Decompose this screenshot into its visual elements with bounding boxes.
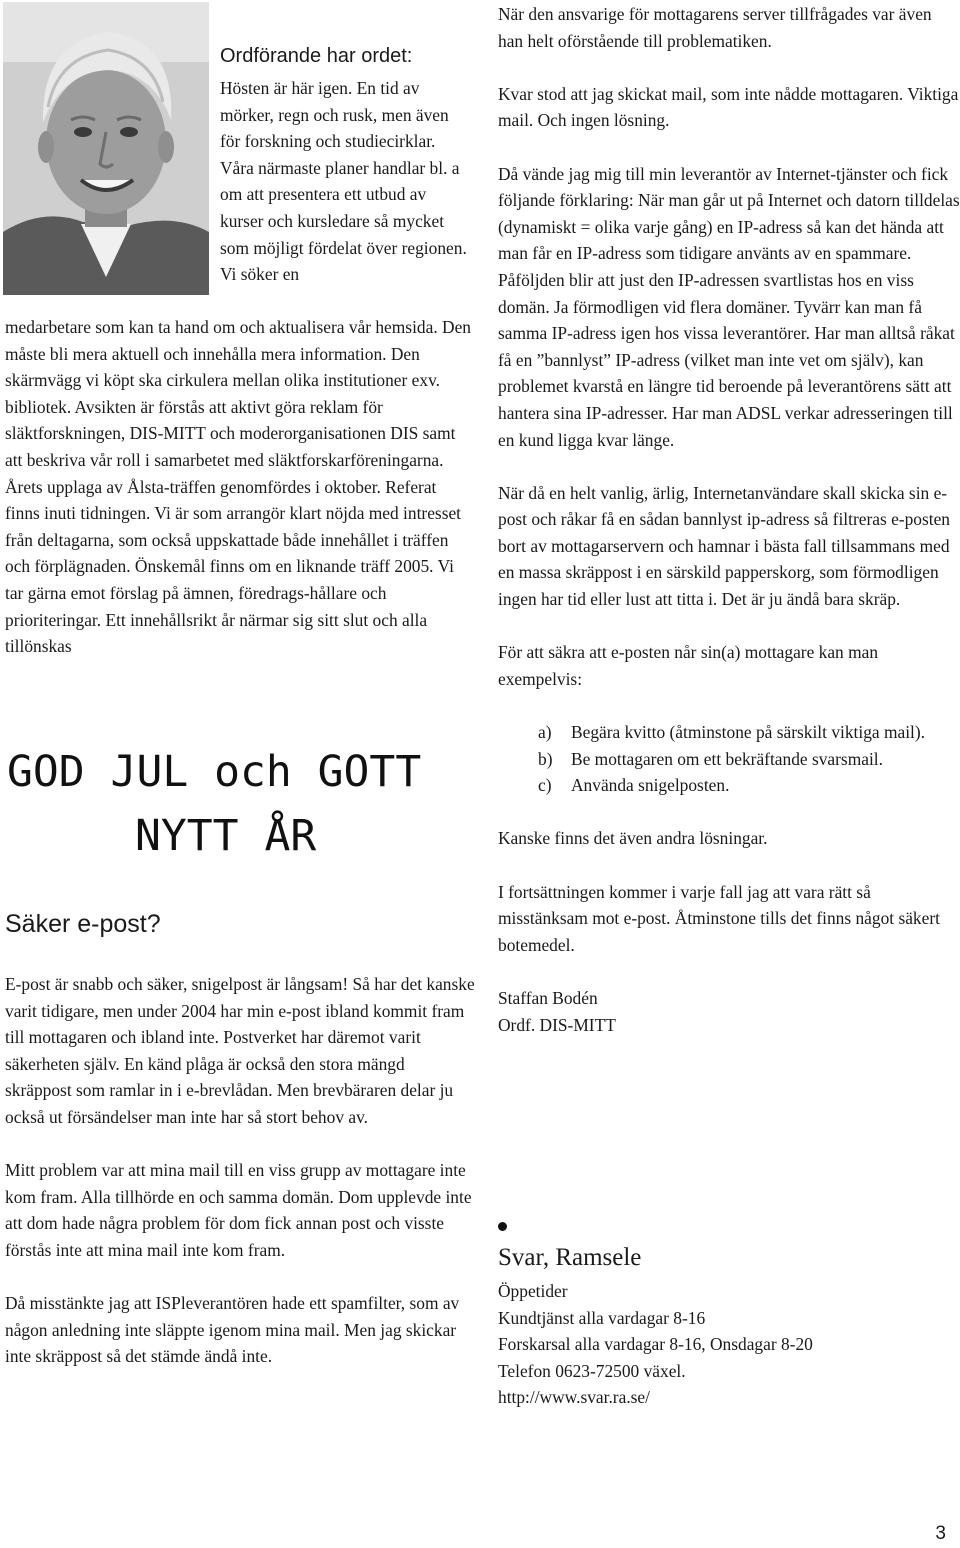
chairman-column-title: Ordförande har ordet: xyxy=(220,45,413,68)
article-right-column xyxy=(498,1,960,1038)
article-paragraph: När den ansvarige för mottagarens server tillfrågades var även han helt oförstående till problematiken. xyxy=(498,4,932,51)
list-item xyxy=(498,772,960,799)
portrait-graphic xyxy=(3,2,209,295)
article-paragraph: Kanske finns det även andra lösningar. xyxy=(498,828,768,849)
article-paragraph: För att säkra att e-posten når sin(a) mottagare kan man exempelvis: xyxy=(498,642,879,689)
article-left-column xyxy=(5,971,475,1397)
info-line: Öppetider xyxy=(498,1281,568,1301)
info-line: Telefon 0623-72500 växel. xyxy=(498,1360,686,1381)
list-item-marker: a) xyxy=(538,722,552,743)
info-line: Kundtjänst alla vardagar 8-16 xyxy=(498,1307,706,1328)
list-item-marker: c) xyxy=(538,775,552,796)
page-number: 3 xyxy=(935,1523,946,1544)
info-box-body xyxy=(498,1278,958,1411)
author-role: Ordf. DIS-MITT xyxy=(498,1014,616,1035)
holiday-greeting xyxy=(5,740,475,868)
article-paragraph: Då vände jag mig till min leverantör av Internet-tjänster och fick följande förklaring: När man går ut på Internet och datorn tilldelas (dynamiskt = olika varje gång) en IP-adress så kan det hända att man får en IP-adress som tidigare använts av en spammare. Påföljden blir att just den IP-adressen svartlistas hos en viss domän. Ja förmodligen vid flera domäner. Tyvärr kan man få samma IP-adress igen hos vissa leverantörer. Har man alltså råkat få en ”bannlyst” IP-adress (vilket man inte vet om själv), kan problemet kvarstå en längre tid beroende på leverantörens sätt att hantera sina IP-adresser. Har man ADSL verkar adresseringen till en kund ligga kvar länge. xyxy=(498,163,960,450)
list-item xyxy=(498,746,960,773)
article-paragraph: I fortsättningen kommer i varje fall jag att vara rätt så misstänksam mot e-post. Åtminstone tills det finns något säkert botemedel. xyxy=(498,881,940,955)
article-paragraph: Då misstänkte jag att ISPleverantören hade ett spamfilter, som av någon anledning inte släppte igenom mina mail. Men jag skickar inte skräppost så det stämde ändå inte. xyxy=(5,1293,460,1367)
list-item-marker: b) xyxy=(538,748,553,769)
article-title-secure-email: Säker e-post? xyxy=(5,909,161,938)
list-item-text: Be mottagaren om ett bekräftande svarsmail. xyxy=(571,748,883,769)
info-box-title: Svar, Ramsele xyxy=(498,1244,642,1271)
bullet-icon xyxy=(498,1222,507,1231)
info-line: Forskarsal alla vardagar 8-16, Onsdagar 8-20 xyxy=(498,1334,813,1355)
article-paragraph: Mitt problem var att mina mail till en viss grupp av mottagare inte kom fram. Alla tillhörde en och samma domän. Dom upplevde inte att dom hade några problem för dom fick annan post och visste förstås inte att mina mail inte kom fram. xyxy=(5,1160,472,1260)
list-item xyxy=(498,719,960,746)
chairman-main-paragraph: medarbetare som kan ta hand om och aktualisera vår hemsida. Den måste bli mera aktuell och innehålla mera information. Den skärmvägg vi köpt ska cirkulera mellan olika institutioner exv. bibliotek. Avsikten är förstås att aktivt göra reklam för släktforskningen, DIS-MITT och moderorganisationen DIS samt att beskriva vår roll i samarbetet med släktforskarföreningarna. Årets upplaga av Ålsta-träffen genomfördes i oktober. Referat finns inuti tidningen. Vi är som arrangör klart nöjda med intresset från deltagarna, som också uppskattade både innehållet i träffen och förplägnaden. Önskemål finns om en liknande träff 2005. Vi tar gärna emot förslag på ämnen, föredrags-hållare och prioriteringar. Ett innehållsrikt år närmar sig sitt slut och alla tillönskas xyxy=(5,317,471,657)
list-item-text: Begära kvitto (åtminstone på särskilt viktiga mail). xyxy=(571,722,926,743)
article-paragraph: När då en helt vanlig, ärlig, Internetanvändare skall skicka sin e-post och råkar få en sådan bannlyst ip-adress så filtreras e-posten bort av mottagarservern och hamnar i bästa fall tillsammans med en massa skräppost i en särskild papperskorg, som förmodligen ingen har tid eller lust att titta i. Det är ju ändå bara skräp. xyxy=(498,482,950,610)
greeting-line-1: GOD JUL och GOTT xyxy=(7,747,422,797)
chairman-intro-paragraph: Hösten är här igen. En tid av mörker, regn och rusk, men även för forskning och studiecirklar. Våra närmaste planer handlar bl. a om att presentera ett utbud av kurser och kursledare så mycket som möjligt fördelat över regionen. Vi söker en xyxy=(220,78,467,285)
author-name: Staffan Bodén xyxy=(498,987,598,1008)
greeting-line-2: NYTT ÅR xyxy=(135,811,317,861)
chairman-portrait-photo xyxy=(3,2,209,295)
article-paragraph: Kvar stod att jag skickat mail, som inte nådde mottagaren. Viktiga mail. Och ingen lösning. xyxy=(498,83,959,131)
list-item-text: Använda snigelposten. xyxy=(571,775,730,796)
article-signature xyxy=(498,985,960,1038)
recommendations-list xyxy=(498,719,960,799)
article-paragraph: E-post är snabb och säker, snigelpost är långsam! Så har det kanske varit tidigare, men under 2004 har min e-post ibland kommit fram till mottagaren och ibland inte. Postverket har däremot varit säkerheten själv. En känd plåga är också den stora mängd skräppost som ramlar in i e-brevlådan. Men brevbäraren delar ju också ut försändelser man inte har så stort behov av. xyxy=(5,974,475,1127)
website-link[interactable]: http://www.svar.ra.se/ xyxy=(498,1387,650,1408)
